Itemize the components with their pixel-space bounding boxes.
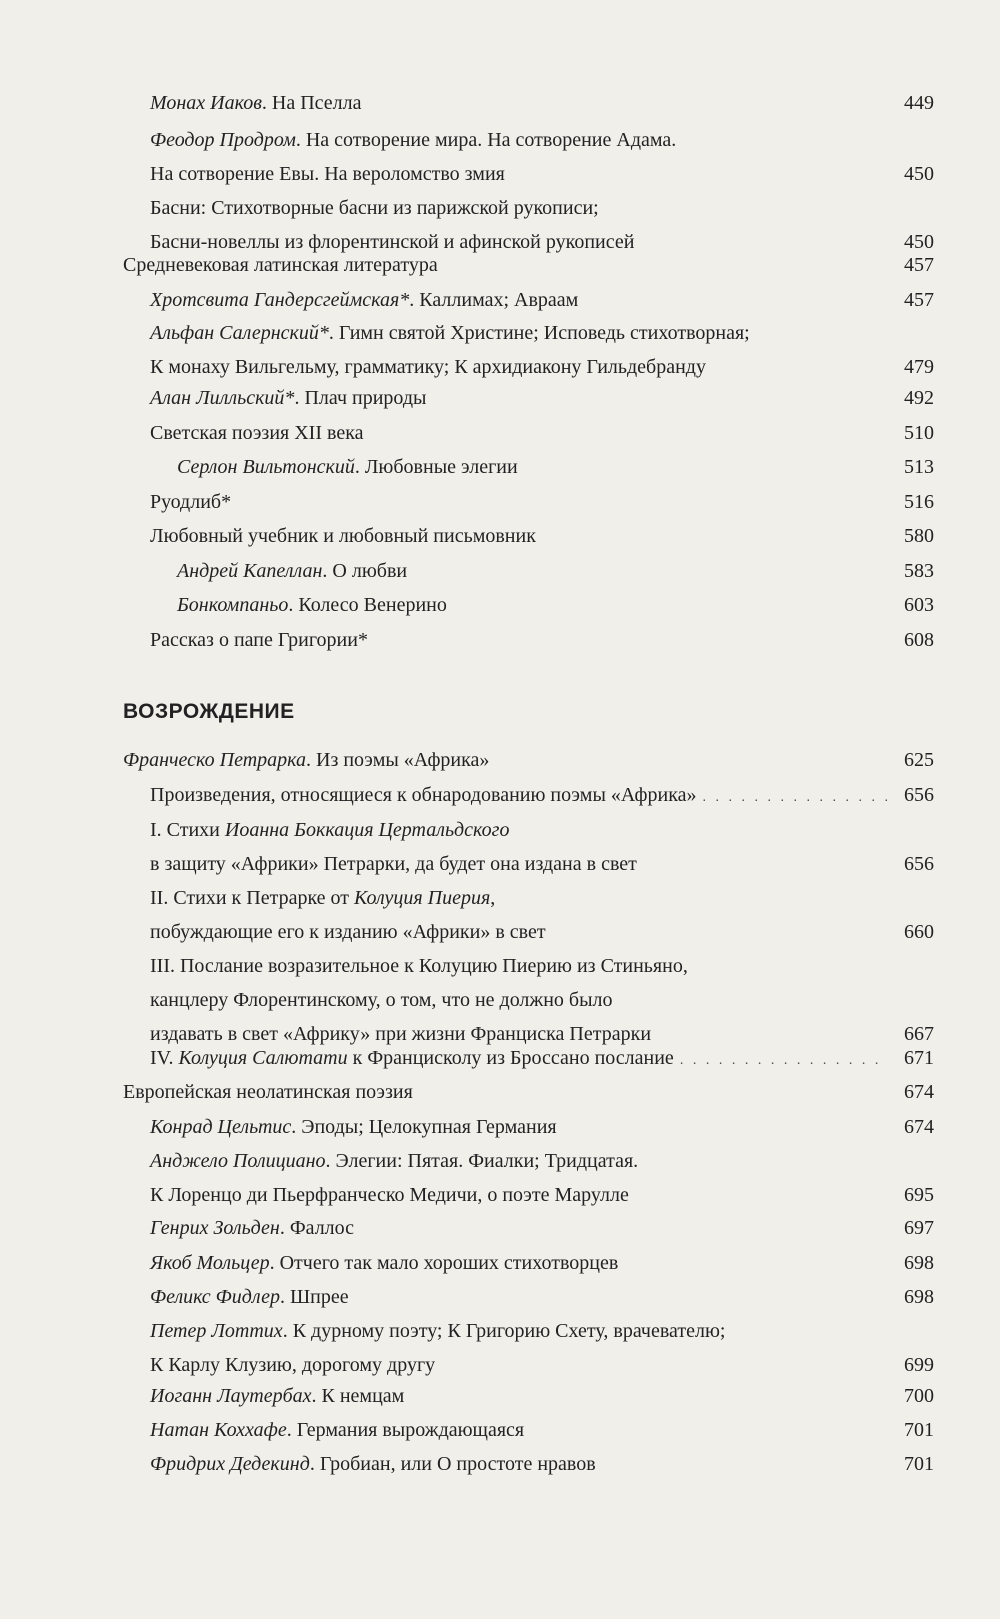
entry-author: Феодор Продром (150, 129, 296, 151)
medieval-entry-13 (150, 625, 934, 658)
entry-text (150, 985, 613, 1015)
entry-title: . Гимн святой Христине; Исповедь стихотворная; (328, 322, 750, 344)
renaissance-entry-12 (150, 1316, 934, 1346)
entry-text (150, 1213, 354, 1243)
entry-author: Франческо Петрарка (123, 749, 306, 771)
entry-author: Бонкомпаньо (177, 594, 289, 616)
medieval-entry-5-cont (150, 352, 934, 385)
page-number: 583 (904, 560, 934, 582)
entry-text (150, 1248, 618, 1278)
entry-text (150, 883, 495, 913)
entry-title: Европейская неолатинская поэзия (123, 1081, 413, 1103)
entry-title: . Германия вырождающаяся (286, 1419, 525, 1441)
renaissance-entry-5 (150, 1043, 934, 1076)
entry-title: К Лоренцо ди Пьерфранческо Медичи, о поэте Марулле (150, 1184, 629, 1206)
medieval-entry-4 (150, 285, 934, 318)
entry-title: Руодлиб* (150, 491, 232, 513)
page-number: 457 (904, 289, 934, 311)
entry-author: Генрих Зольден (150, 1217, 280, 1239)
entry-author: Анджело Полициано (150, 1150, 326, 1172)
entry-author: Якоб Мольцер (150, 1252, 270, 1274)
page-number: 656 (904, 853, 934, 875)
medieval-entry-5 (150, 318, 934, 348)
renaissance-entry-13 (150, 1381, 934, 1414)
renaissance-entry-11 (150, 1282, 934, 1315)
entry-text (150, 1449, 596, 1479)
entry-title: Любовный учебник и любовный письмовник (150, 525, 536, 547)
entry-author: Альфан Салернский* (150, 322, 329, 344)
entry-title: издавать в свет «Африку» при жизни Франциска Петрарки (150, 1023, 652, 1045)
entry-title: . Из поэмы «Африка» (306, 749, 490, 771)
leader-dots (680, 1046, 888, 1076)
entry-text (123, 745, 489, 775)
entry-title: . О любви (322, 560, 408, 582)
renaissance-entry-14 (150, 1415, 934, 1448)
page-number: 695 (904, 1184, 934, 1206)
entry-title: . Фаллос (279, 1217, 355, 1239)
renaissance-entry-6 (123, 1077, 934, 1110)
entry-text (150, 487, 231, 517)
page-number: 656 (904, 784, 934, 806)
entry-text (150, 318, 750, 348)
entry-text (150, 625, 368, 655)
renaissance-entry-7 (150, 1112, 934, 1145)
page-number: 513 (904, 456, 934, 478)
entry-author: Конрад Цельтис (150, 1116, 292, 1138)
entry-text (150, 88, 362, 118)
page-number: 625 (904, 749, 934, 771)
entry-title: канцлеру Флорентинскому, о том, что не должно было (150, 989, 613, 1011)
entry-author: Монах Иаков (150, 92, 262, 114)
page-number: 449 (904, 92, 934, 114)
entry-title: III. Послание возразительное к Колуцию Пиерию из Стиньяно, (150, 955, 688, 977)
entry-text (150, 125, 676, 155)
entry-title: . Гробиан, или О простоте нравов (309, 1453, 596, 1475)
medieval-entry-10 (150, 521, 934, 554)
entry-title: . Плач природы (294, 387, 427, 409)
entry-text (150, 1350, 435, 1380)
page-number: 698 (904, 1252, 934, 1274)
page-number: 660 (904, 921, 934, 943)
medieval-entry-0 (150, 88, 934, 121)
entry-author: Иоанна Боккация Цертальдского (224, 819, 510, 841)
medieval-entry-12 (177, 590, 934, 623)
entry-author: Хротсвита Гандерсгеймская* (150, 289, 410, 311)
page-number: 697 (904, 1217, 934, 1239)
medieval-entry-1-cont (150, 159, 934, 192)
entry-text (150, 1381, 404, 1411)
medieval-entry-3 (123, 250, 934, 283)
renaissance-entry-9 (150, 1213, 934, 1246)
entry-title: Произведения, относящиеся к обнародованию поэмы «Африка» (150, 784, 697, 806)
entry-text (150, 1146, 638, 1176)
entry-text (150, 159, 505, 189)
entry-title: . На Пселла (261, 92, 362, 114)
entry-text (150, 1180, 629, 1210)
page-number: 603 (904, 594, 934, 616)
entry-title: . Эподы; Целокупная Германия (291, 1116, 557, 1138)
entry-text (150, 285, 578, 315)
entry-text (150, 193, 599, 223)
entry-title: , (490, 887, 496, 909)
page-number: 450 (904, 231, 934, 253)
entry-text (150, 1282, 349, 1312)
page-number: 699 (904, 1354, 934, 1376)
medieval-entry-1 (150, 125, 934, 155)
entry-text (150, 352, 706, 382)
entry-title: . Каллимах; Авраам (409, 289, 579, 311)
renaissance-entry-15 (150, 1449, 934, 1482)
medieval-entry-8 (177, 452, 934, 485)
entry-text (177, 556, 407, 586)
page-number: 510 (904, 422, 934, 444)
entry-title: в защиту «Африки» Петрарки, да будет она издана в свет (150, 853, 637, 875)
page-number: 700 (904, 1385, 934, 1407)
page-number: 698 (904, 1286, 934, 1308)
entry-author: Иоганн Лаутербах (150, 1385, 312, 1407)
entry-text (123, 1077, 413, 1107)
entry-title: . Отчего так мало хороших стихотворцев (269, 1252, 619, 1274)
entry-title: . Колесо Венерино (288, 594, 447, 616)
renaissance-entry-2-cont (150, 849, 934, 882)
entry-title: Светская поэзия XII века (150, 422, 364, 444)
entry-text (150, 780, 697, 810)
medieval-entry-7 (150, 418, 934, 451)
entry-title: побуждающие его к изданию «Африки» в свет (150, 921, 546, 943)
entry-title: . К дурному поэту; К Григорию Схету, врачевателю; (282, 1320, 726, 1342)
medieval-entry-6 (150, 383, 934, 416)
entry-title: . К немцам (311, 1385, 405, 1407)
entry-text (150, 521, 536, 551)
entry-author: Колуция Пиерия (354, 887, 491, 909)
renaissance-entry-4-cont (150, 985, 934, 1015)
entry-text (150, 917, 546, 947)
entry-title: IV. (150, 1047, 179, 1069)
renaissance-entry-1 (150, 780, 934, 813)
entry-author: Серлон Вильтонский (177, 456, 355, 478)
page-number: 671 (904, 1047, 934, 1069)
page-number: 608 (904, 629, 934, 651)
renaissance-entry-12-cont (150, 1350, 934, 1383)
renaissance-entry-4 (150, 951, 934, 981)
entry-title: к Францисколу из Броссано послание (347, 1047, 674, 1069)
leader-dots (703, 783, 888, 813)
section-heading: ВОЗРОЖДЕНИЕ (123, 700, 295, 723)
medieval-entry-2 (150, 193, 934, 223)
entry-title: . Любовные элегии (354, 456, 518, 478)
page-number: 674 (904, 1116, 934, 1138)
entry-text (150, 418, 364, 448)
page-number: 701 (904, 1419, 934, 1441)
entry-title: . Элегии: Пятая. Фиалки; Тридцатая. (325, 1150, 639, 1172)
entry-title: II. Стихи к Петрарке от (150, 887, 355, 909)
page-number: 457 (904, 254, 934, 276)
page-number: 516 (904, 491, 934, 513)
entry-author: Фридрих Дедекинд (150, 1453, 310, 1475)
entry-author: Натан Коххафе (150, 1419, 287, 1441)
entry-title: . На сотворение мира. На сотворение Адама. (295, 129, 677, 151)
page-number: 667 (904, 1023, 934, 1045)
entry-text (150, 1316, 725, 1346)
entry-text (177, 590, 447, 620)
entry-author: Андрей Капеллан (177, 560, 323, 582)
entry-author: Феликс Фидлер (150, 1286, 280, 1308)
entry-text (150, 1043, 674, 1073)
entry-title: I. Стихи (150, 819, 225, 841)
page-number: 492 (904, 387, 934, 409)
entry-title: Басни: Стихотворные басни из парижской рукописи; (150, 197, 599, 219)
entry-title: Средневековая латинская литература (123, 254, 438, 276)
renaissance-entry-10 (150, 1248, 934, 1281)
renaissance-entry-3-cont (150, 917, 934, 950)
entry-text (150, 951, 688, 981)
renaissance-entry-3 (150, 883, 934, 913)
renaissance-entry-8-cont (150, 1180, 934, 1213)
page-number: 450 (904, 163, 934, 185)
entry-title: . Шпрее (279, 1286, 349, 1308)
entry-author: Колуция Салютати (178, 1047, 348, 1069)
page-number: 701 (904, 1453, 934, 1475)
medieval-entry-11 (177, 556, 934, 589)
entry-author: Петер Лоттих (150, 1320, 283, 1342)
entry-text (150, 383, 426, 413)
entry-author: Алан Лилльский* (150, 387, 295, 409)
entry-text (150, 849, 637, 879)
page-number: 479 (904, 356, 934, 378)
page-number: 580 (904, 525, 934, 547)
entry-title: На сотворение Евы. На вероломство змия (150, 163, 505, 185)
entry-text (150, 1112, 557, 1142)
entry-title: К Карлу Клузию, дорогому другу (150, 1354, 436, 1376)
renaissance-entry-8 (150, 1146, 934, 1176)
entry-text (150, 1415, 524, 1445)
entry-title: Рассказ о папе Григории* (150, 629, 368, 651)
renaissance-entry-2 (150, 815, 934, 845)
entry-text (123, 250, 438, 280)
renaissance-entry-0 (123, 745, 934, 778)
entry-title: Басни-новеллы из флорентинской и афинской рукописей (150, 231, 635, 253)
medieval-entry-9 (150, 487, 934, 520)
page-number: 674 (904, 1081, 934, 1103)
entry-text (150, 815, 509, 845)
entry-text (177, 452, 518, 482)
entry-title: К монаху Вильгельму, грамматику; К архидиакону Гильдебранду (150, 356, 706, 378)
